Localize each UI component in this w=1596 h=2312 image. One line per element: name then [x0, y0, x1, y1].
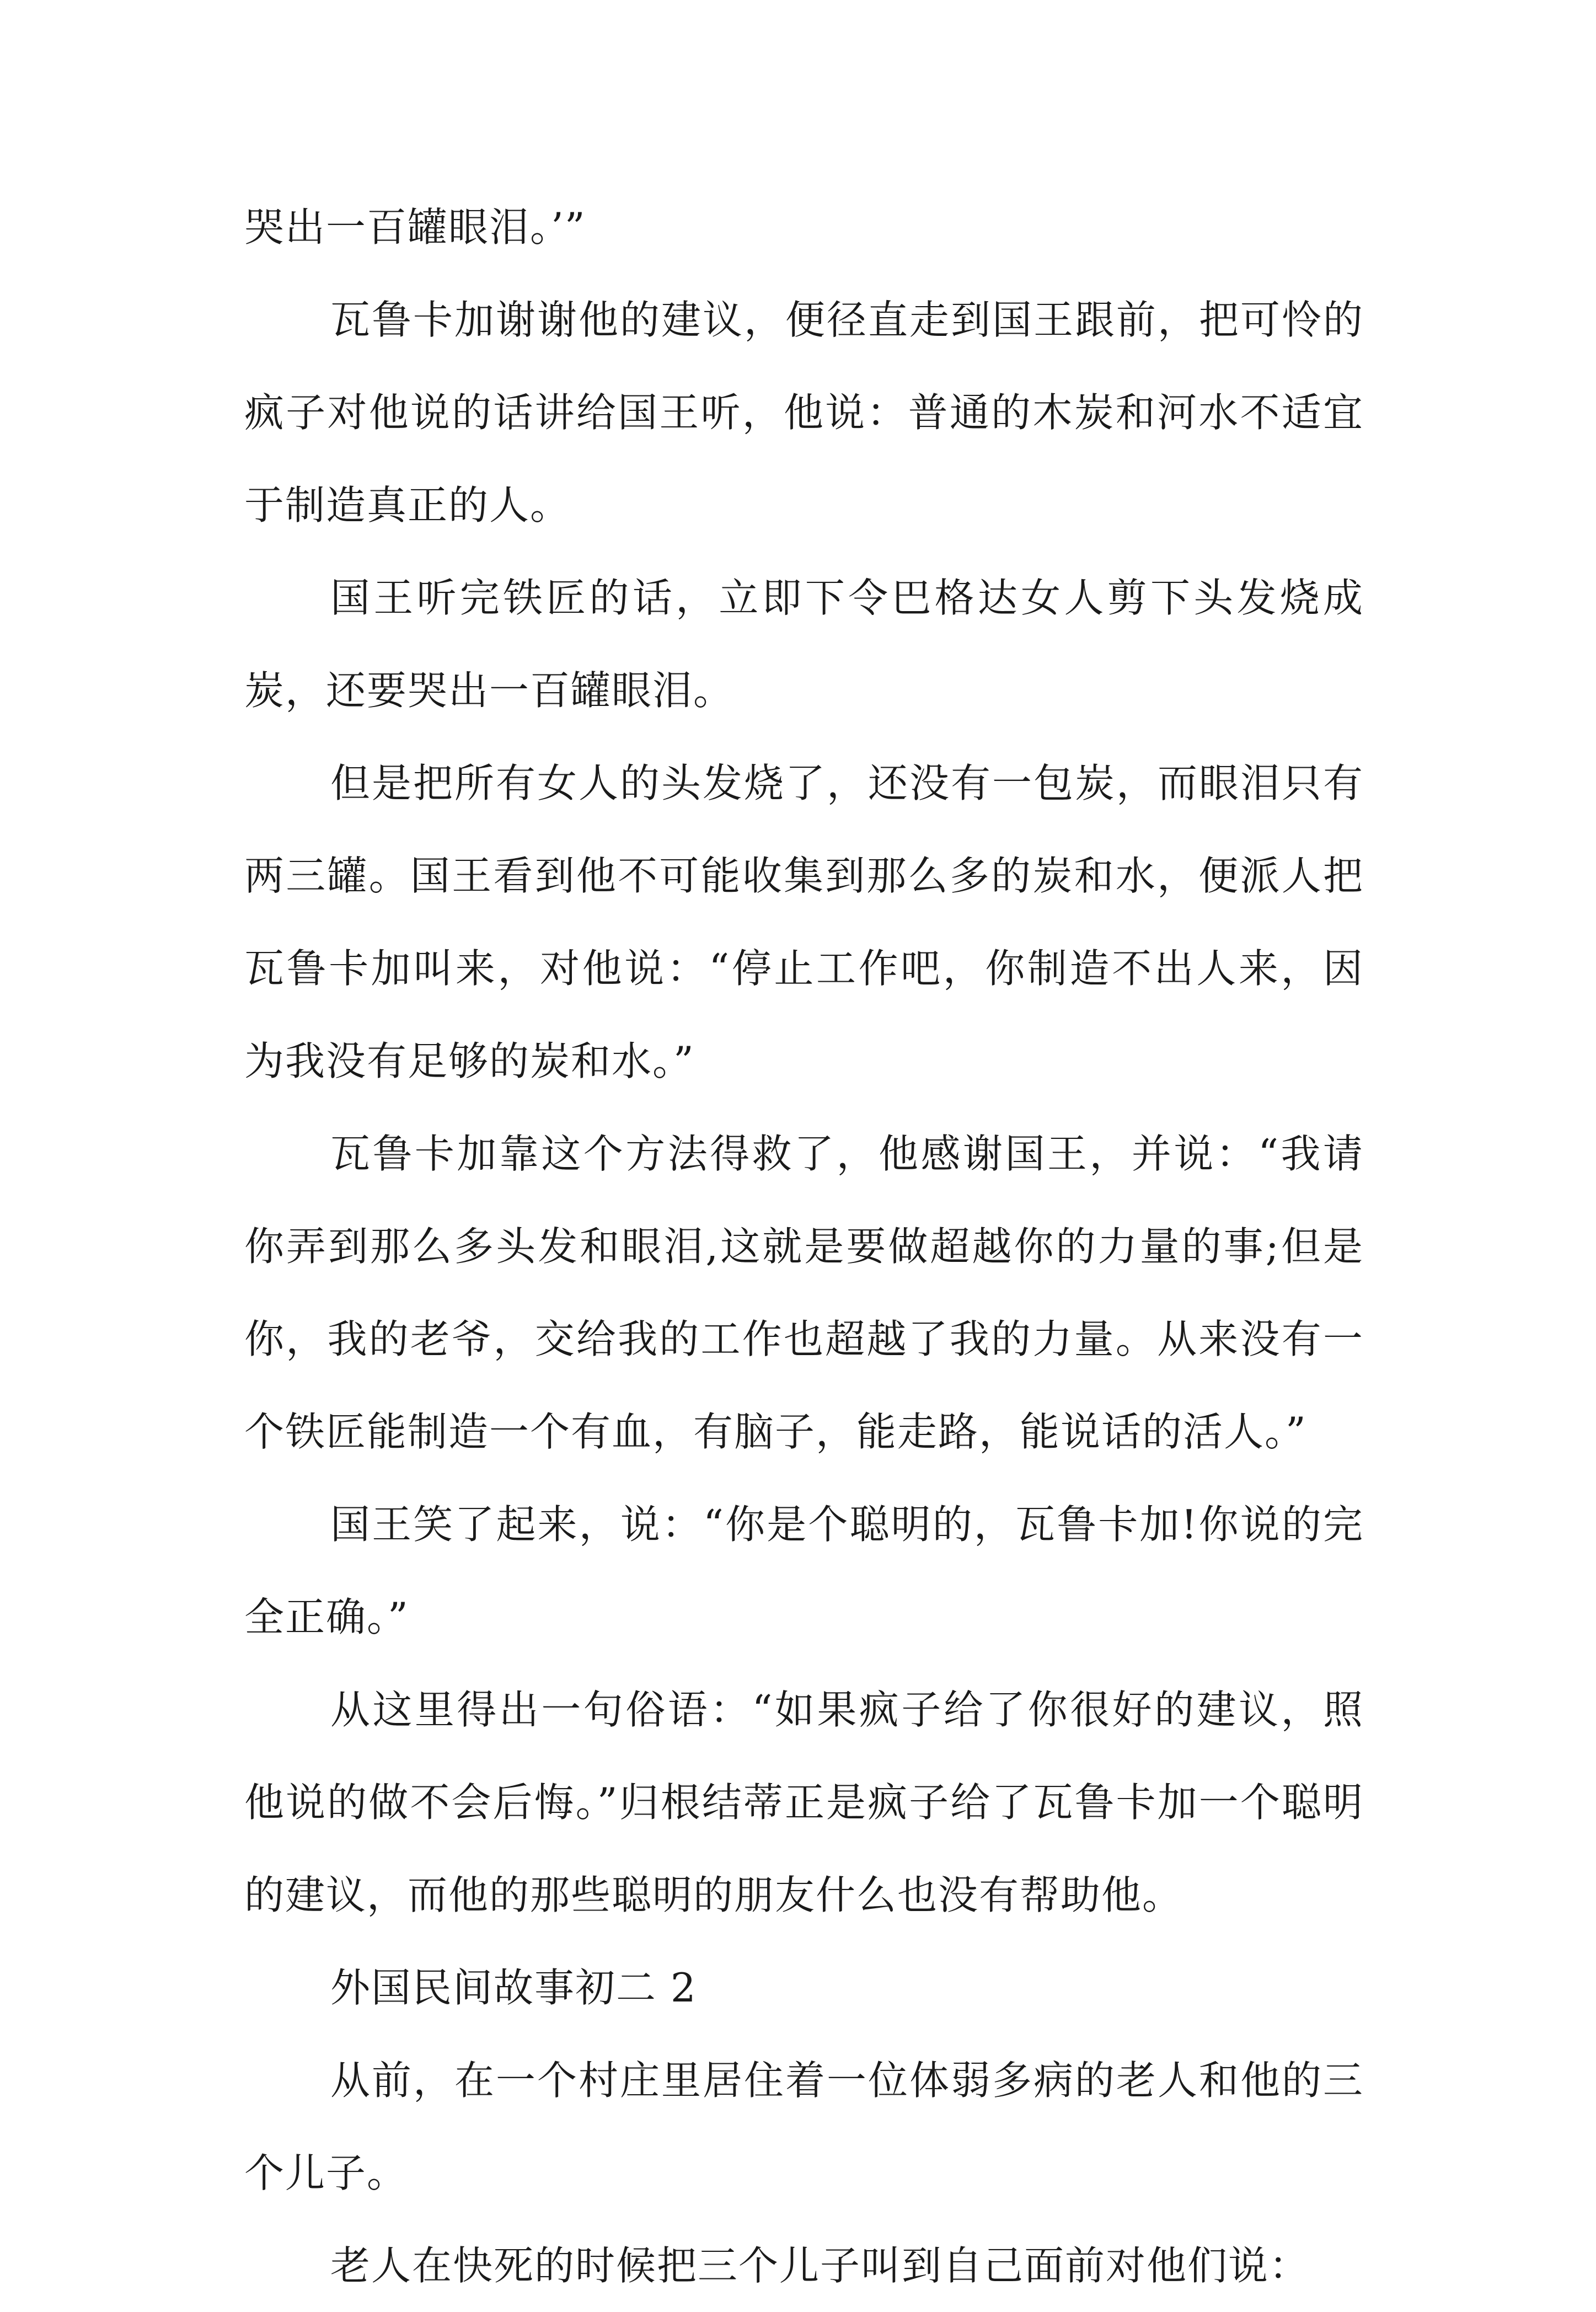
paragraph-6: 国王笑了起来，说：“你是个聪明的，瓦鲁卡加!你说的完全正确。” — [244, 1501, 1364, 1640]
paragraph-8: 从前，在一个村庄里居住着一位体弱多病的老人和他的三个儿子。 — [244, 2057, 1364, 2196]
section-heading: 外国民间故事初二 2 — [330, 1965, 697, 2011]
document-body — [244, 181, 1364, 2312]
paragraph-1: 哭出一百罐眼泪。’” — [244, 204, 586, 250]
paragraph-5: 瓦鲁卡加靠这个方法得救了，他感谢国王，并说：“我请你弄到那么多头发和眼泪,这就是要做超越你的力量的事;但是你，我的老爷，交给我的工作也超越了我的力量。从来没有一个铁匠能制造一个有血，有脑子，能走路，能说话的活人。” — [244, 1131, 1364, 1455]
paragraph-3: 国王听完铁匠的话，立即下令巴格达女人剪下头发烧成炭，还要哭出一百罐眼泪。 — [244, 575, 1364, 714]
paragraph-7: 从这里得出一句俗语：“如果疯子给了你很好的建议，照他说的做不会后悔。”归根结蒂正是疯子给了瓦鲁卡加一个聪明的建议，而他的那些聪明的朋友什么也没有帮助他。 — [244, 1687, 1364, 1918]
paragraph-2: 瓦鲁卡加谢谢他的建议，便径直走到国王跟前，把可怜的疯子对他说的话讲给国王听，他说：普通的木炭和河水不适宜于制造真正的人。 — [244, 297, 1364, 528]
paragraph-4: 但是把所有女人的头发烧了，还没有一包炭，而眼泪只有两三罐。国王看到他不可能收集到那么多的炭和水，便派人把瓦鲁卡加叫来，对他说：“停止工作吧，你制造不出人来，因为我没有足够的炭和水。” — [244, 760, 1364, 1084]
paragraph-9: 老人在快死的时候把三个儿子叫到自己面前对他们说： — [330, 2243, 1310, 2289]
